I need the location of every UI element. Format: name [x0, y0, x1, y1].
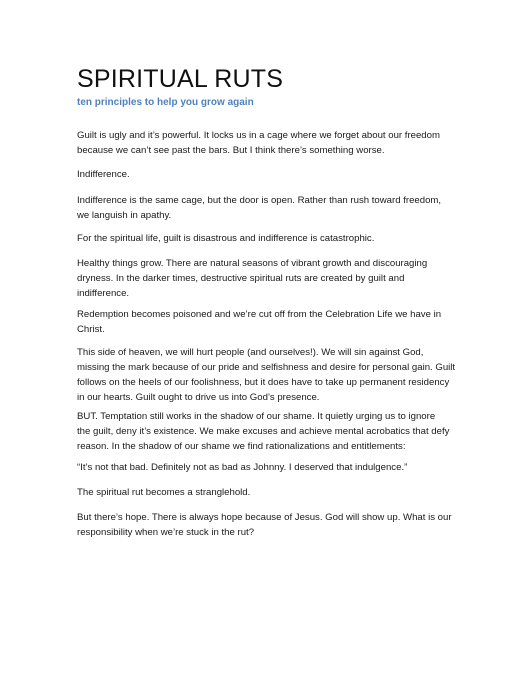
- text-line: reason. In the shadow of our shame we find rationalizations and entitlements:: [77, 441, 406, 452]
- paragraph-10: [77, 485, 457, 500]
- text-line: missing the mark because of our pride and selfishness and desire for personal gain. Guilt: [77, 362, 456, 373]
- text-line: dryness. In the darker times, destructive spiritual ruts are created by guilt and: [77, 273, 405, 284]
- text-line: the guilt, deny it’s existence. We make excuses and achieve mental acrobatics that defy: [77, 426, 450, 437]
- text-line: follows on the heels of our foolishness, but it does have to take up permanent residency: [77, 377, 450, 388]
- text-line: Healthy things grow. There are natural seasons of vibrant growth and discouraging: [77, 258, 428, 269]
- paragraph-5: [77, 256, 457, 301]
- text-line: indifference.: [77, 288, 130, 299]
- text-line: This side of heaven, we will hurt people (and ourselves!). We will sin against God,: [77, 347, 424, 358]
- text-line: we languish in apathy.: [77, 210, 172, 221]
- paragraph-3: [77, 193, 457, 223]
- text-line: Guilt is ugly and it’s powerful. It locks us in a cage where we forget about our freedom: [77, 130, 440, 141]
- document-title: SPIRITUAL RUTS: [77, 65, 284, 93]
- text-line: “It’s not that bad. Definitely not as bad as Johnny. I deserved that indulgence.”: [77, 462, 408, 473]
- paragraph-9: [77, 460, 457, 475]
- paragraph-1: [77, 128, 457, 158]
- text-line: BUT. Temptation still works in the shadow of our shame. It quietly urging us to ignore: [77, 411, 436, 422]
- document-subtitle: ten principles to help you grow again: [77, 97, 254, 108]
- text-line: responsibility when we’re stuck in the rut?: [77, 527, 255, 538]
- text-line: Indifference.: [77, 169, 130, 180]
- text-line: Redemption becomes poisoned and we’re cut off from the Celebration Life we have in: [77, 309, 442, 320]
- paragraph-11: [77, 510, 457, 540]
- paragraph-8: [77, 409, 457, 454]
- paragraph-7: [77, 345, 457, 405]
- paragraph-4: [77, 231, 457, 246]
- text-line: The spiritual rut becomes a stranglehold.: [77, 487, 251, 498]
- text-line: For the spiritual life, guilt is disastrous and indifference is catastrophic.: [77, 233, 375, 244]
- text-line: Christ.: [77, 324, 105, 335]
- text-line: in our hearts. Guilt ought to drive us into God’s presence.: [77, 392, 320, 403]
- text-line: But there’s hope. There is always hope because of Jesus. God will show up. What is our: [77, 512, 452, 523]
- paragraph-2: [77, 167, 457, 182]
- paragraph-6: [77, 307, 457, 337]
- text-line: Indifference is the same cage, but the door is open. Rather than rush toward freedom,: [77, 195, 442, 206]
- text-line: because we can’t see past the bars. But I think there’s something worse.: [77, 145, 385, 156]
